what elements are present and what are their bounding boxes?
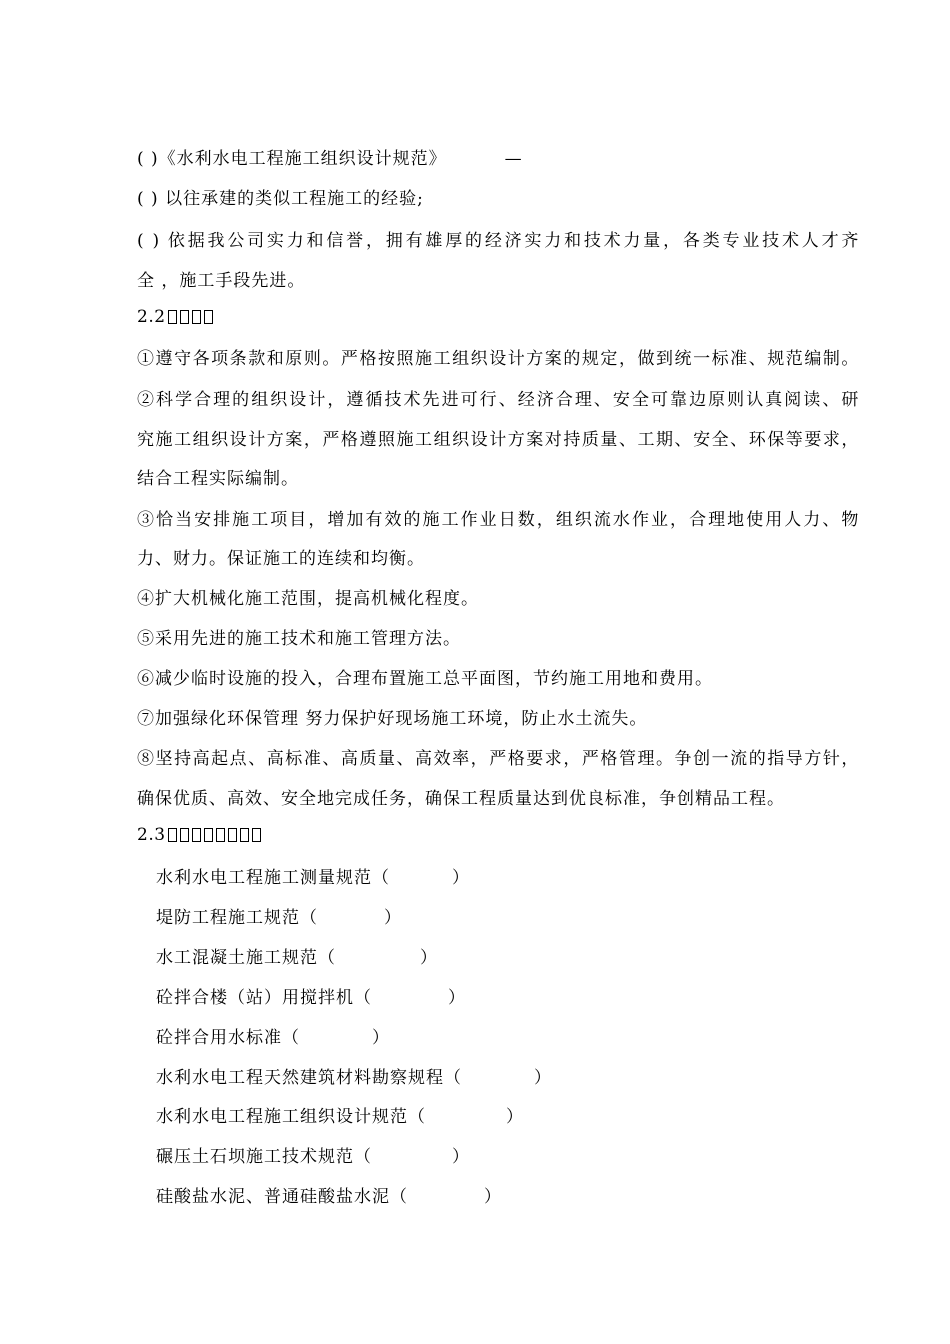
standard-item: 砼拌合用水标准（ ）: [156, 1028, 390, 1048]
standard-item: 碾压土石坝施工技术规范（ ）: [156, 1147, 470, 1167]
standard-item: 水工混凝土施工规范（ ）: [156, 948, 438, 968]
principle-line: ⑧坚持高起点、高标准、高质量、高效率，严格要求，严格管理。争创一流的指导方针，: [137, 749, 859, 769]
principle-line: 结合工程实际编制。: [137, 469, 299, 489]
principle-line: 确保优质、高效、安全地完成任务，确保工程质量达到优良标准，争创精品工程。: [137, 789, 785, 809]
standard-item: 水利水电工程天然建筑材料勘察规程（ ）: [156, 1068, 552, 1088]
section-heading-2-3: 2.3: [137, 823, 264, 849]
principle-line: ①遵守各项条款和原则。严格按照施工组织设计方案的规定，做到统一标准、规范编制。: [137, 349, 859, 369]
principle-line: 究施工组织设计方案，严格遵照施工组织设计方案对持质量、工期、安全、环保等要求，: [137, 430, 859, 450]
missing-glyph-boxes: [168, 825, 264, 849]
standard-item: 堤防工程施工规范（ ）: [156, 908, 402, 928]
basis-item: ( ) 依据我公司实力和信誉，拥有雄厚的经济实力和技术力量，各类专业技术人才齐: [137, 231, 859, 251]
basis-item: 全 ，施工手段先进。: [137, 271, 306, 291]
standard-item: 水利水电工程施工组织设计规范（ ）: [156, 1107, 524, 1127]
basis-item: ( ) 以往承建的类似工程施工的经验;: [137, 189, 424, 209]
standard-item: 砼拌合楼（站）用搅拌机（ ）: [156, 988, 466, 1008]
principle-line: ⑥减少临时设施的投入，合理布置施工总平面图，节约施工用地和费用。: [137, 669, 713, 689]
principle-line: ③恰当安排施工项目，增加有效的施工作业日数，组织流水作业，合理地使用人力、物: [137, 510, 859, 530]
principle-line: ⑤采用先进的施工技术和施工管理方法。: [137, 629, 461, 649]
principle-line: 力、财力。保证施工的连续和均衡。: [137, 549, 425, 569]
principle-line: ⑦加强绿化环保管理 努力保护好现场施工环境，防止水土流失。: [137, 709, 648, 729]
standard-item: 水利水电工程施工测量规范（ ）: [156, 868, 470, 888]
principle-line: ②科学合理的组织设计，遵循技术先进可行、经济合理、安全可靠边原则认真阅读、研: [137, 390, 859, 410]
missing-glyph-boxes: [168, 307, 216, 331]
section-heading-2-2: 2.2: [137, 305, 216, 331]
principle-line: ④扩大机械化施工范围，提高机械化程度。: [137, 589, 479, 609]
standard-item: 硅酸盐水泥、普通硅酸盐水泥（ ）: [156, 1187, 502, 1207]
basis-item: ( )《水利水电工程施工组织设计规范》 —: [137, 149, 523, 169]
